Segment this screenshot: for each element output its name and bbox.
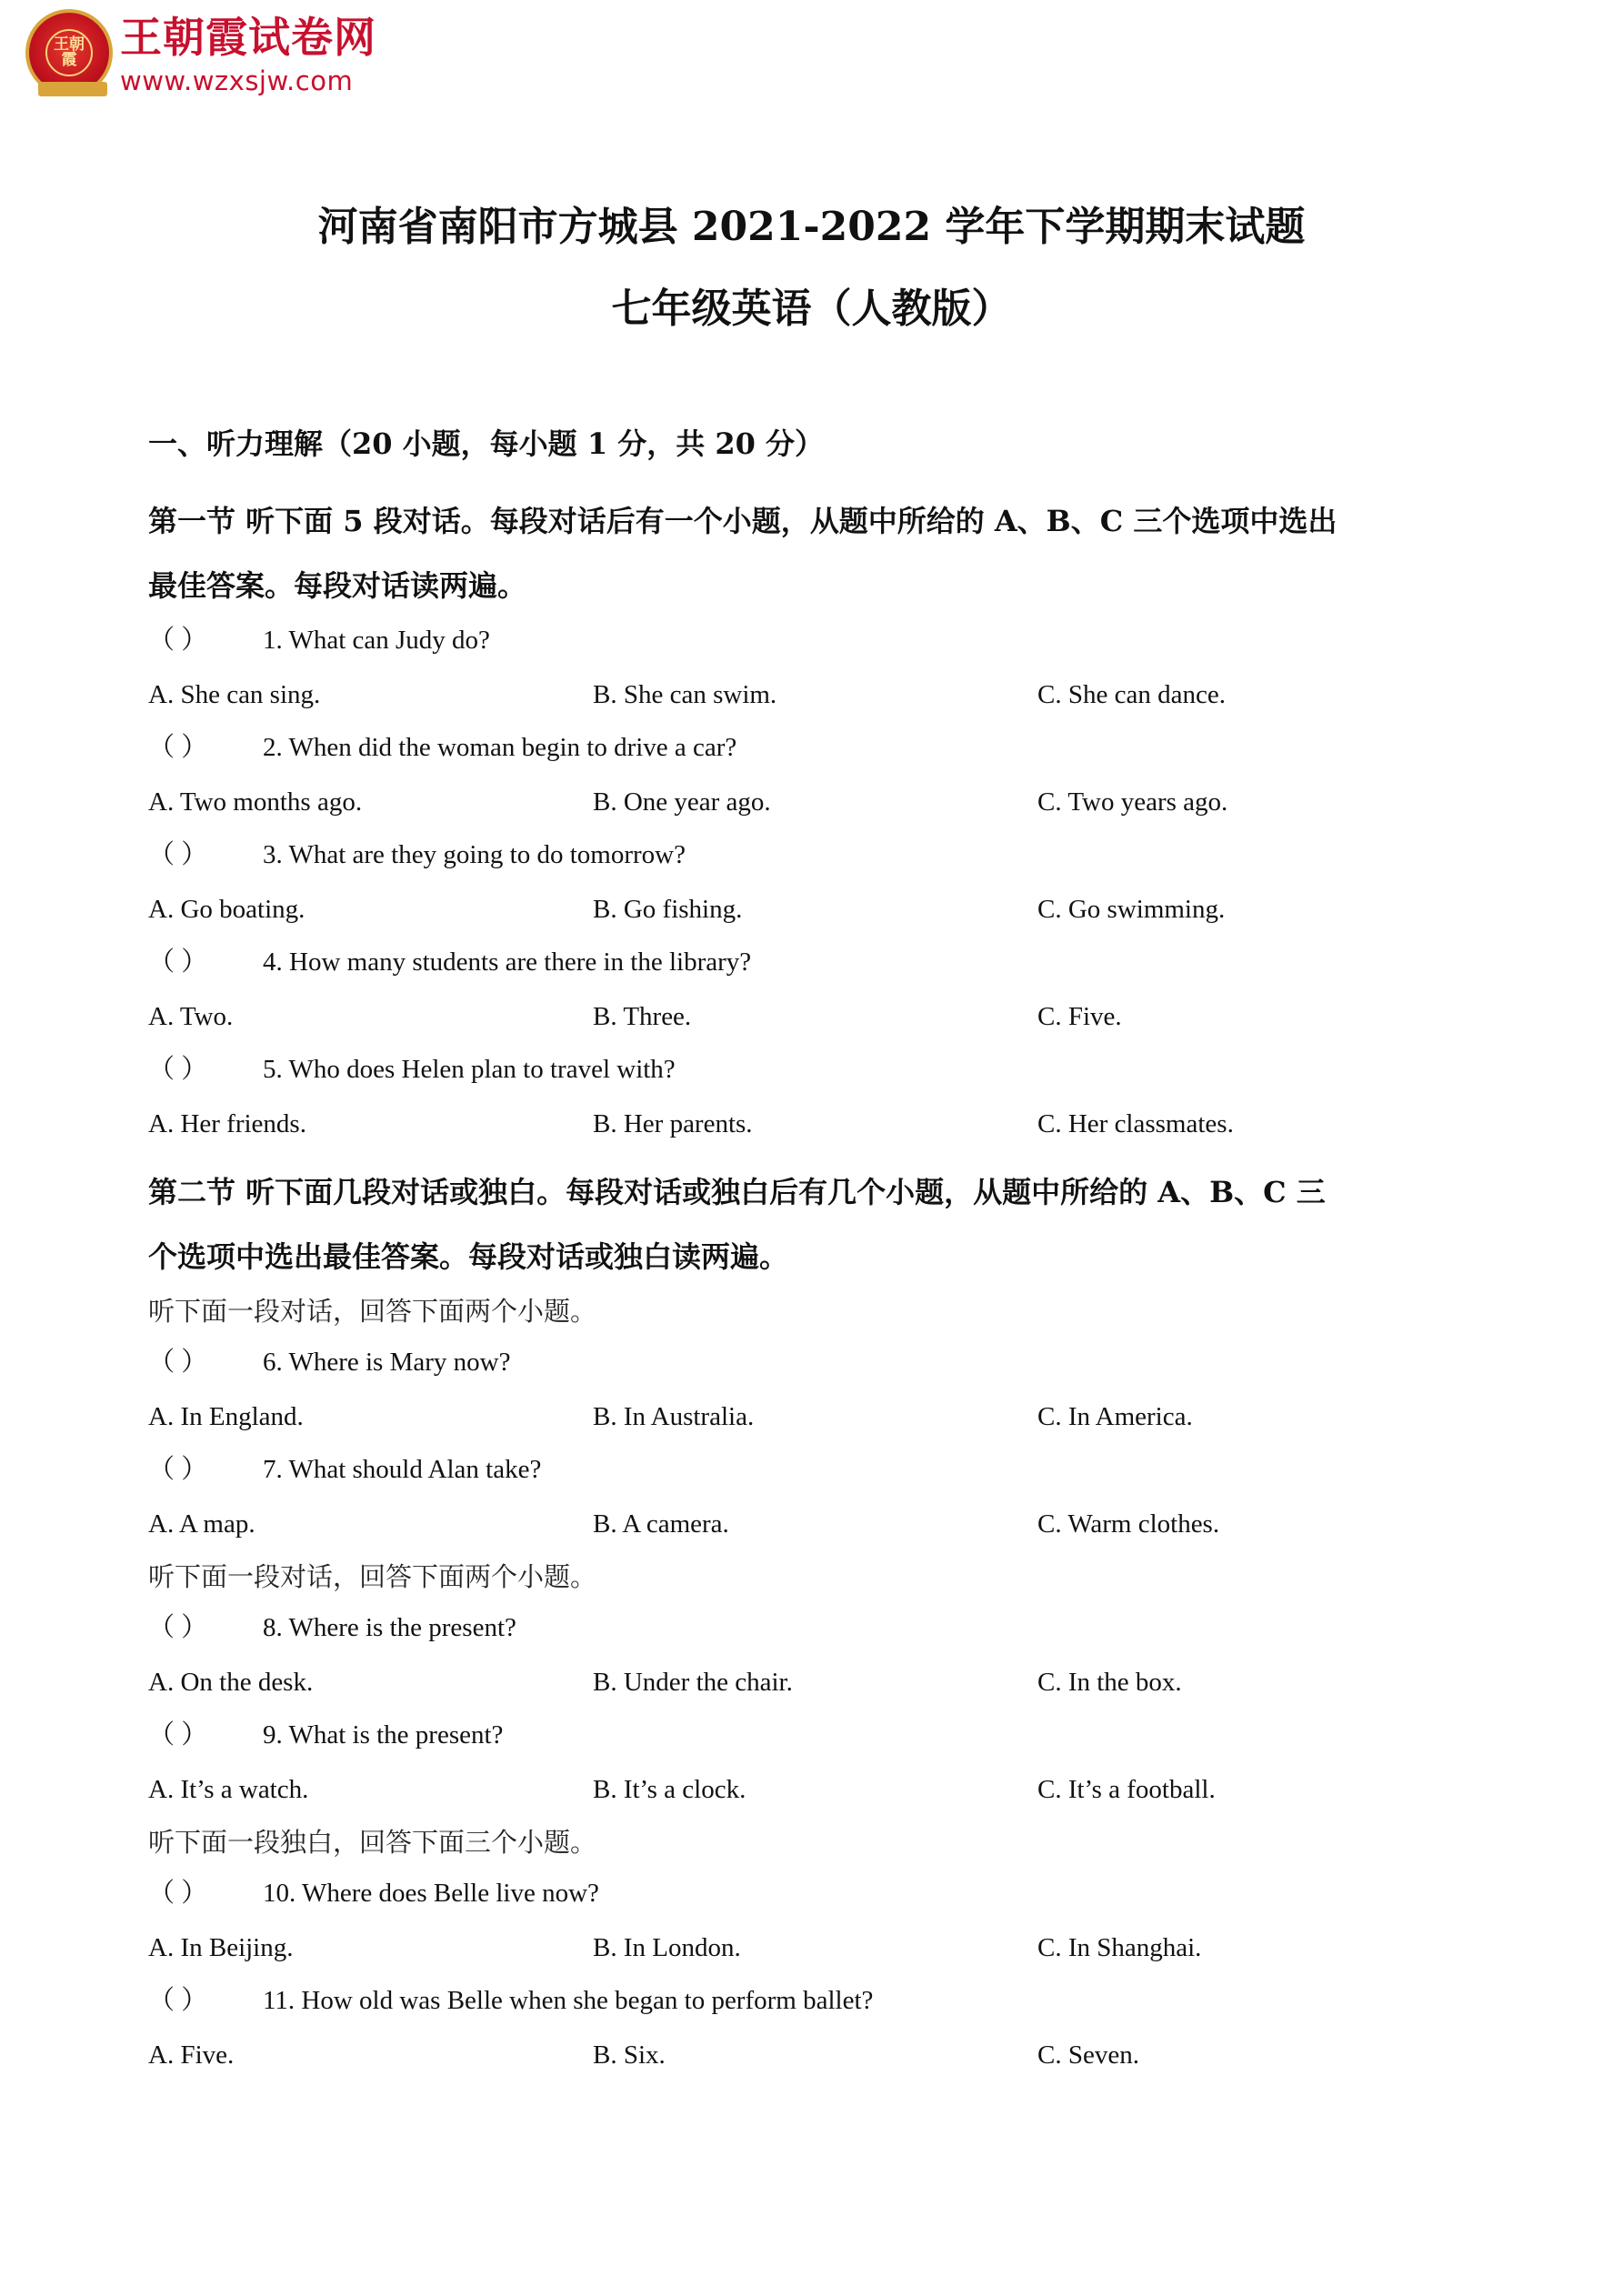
question-5 — [148, 1053, 1494, 1086]
question-stem: 7. What should Alan take? — [263, 1455, 542, 1484]
option-b: B. Three. — [593, 1002, 692, 1031]
option-b: B. Six. — [593, 2040, 666, 2070]
option-a: A. On the desk. — [148, 1668, 314, 1697]
option-b: B. In Australia. — [593, 1402, 755, 1431]
question-stem: 6. Where is Mary now? — [263, 1348, 511, 1377]
site-url[interactable]: www.wzxsjw.com — [120, 65, 354, 96]
answer-bracket[interactable]: （ ） — [148, 1720, 208, 1750]
option-a: A. She can sing. — [148, 680, 321, 709]
option-c: C. Her classmates. — [1037, 1109, 1234, 1138]
option-a: A. Go boating. — [148, 895, 306, 924]
answer-bracket[interactable]: （ ） — [148, 1986, 208, 2015]
answer-bracket[interactable]: （ ） — [148, 1879, 208, 1908]
seal-logo-icon — [25, 9, 113, 96]
option-b: B. She can swim. — [593, 680, 777, 709]
answer-bracket[interactable]: （ ） — [148, 733, 208, 762]
option-b: B. Go fishing. — [593, 895, 743, 924]
answer-bracket[interactable]: （ ） — [148, 840, 208, 869]
options-10 — [148, 1931, 1494, 1964]
site-name: 王朝霞试卷网 — [120, 13, 376, 62]
question-stem: 10. Where does Belle live now? — [263, 1879, 599, 1908]
part1-heading — [148, 489, 1494, 618]
option-c: C. Go swimming. — [1037, 895, 1226, 924]
question-stem: 4. How many students are there in the library? — [263, 947, 752, 977]
listening-instruction: 听下面一段对话，回答下面两个小题。 — [148, 1561, 597, 1592]
question-stem: 2. When did the woman begin to drive a car? — [263, 733, 737, 762]
options-8 — [148, 1666, 1494, 1699]
exam-title: 河南省南阳市方城县 2021-2022 学年下学期期末试题 — [317, 204, 1306, 250]
option-a: A. In England. — [148, 1402, 304, 1431]
option-c: C. She can dance. — [1037, 680, 1226, 709]
question-stem: 9. What is the present? — [263, 1720, 504, 1750]
question-6 — [148, 1346, 1494, 1379]
option-b: B. Her parents. — [593, 1109, 753, 1138]
question-10 — [148, 1877, 1494, 1910]
options-2 — [148, 786, 1494, 818]
option-a: A. Five. — [148, 2040, 235, 2070]
answer-bracket[interactable]: （ ） — [148, 1455, 208, 1484]
options-4 — [148, 1000, 1494, 1033]
option-a: A. In Beijing. — [148, 1933, 294, 1962]
exam-subtitle: 七年级英语（人教版） — [611, 286, 1012, 332]
option-a: A. Two months ago. — [148, 787, 363, 817]
site-logo — [25, 9, 407, 100]
part2-heading-line1: 第二节 听下面几段对话或独白。每段对话或独白后有几个小题，从题中所给的 A、B、C 三 — [148, 1175, 1326, 1209]
question-stem: 8. Where is the present? — [263, 1613, 516, 1642]
question-1 — [148, 624, 1494, 657]
answer-bracket[interactable]: （ ） — [148, 1613, 208, 1642]
listening-instruction: 听下面一段独白，回答下面三个小题。 — [148, 1827, 597, 1858]
options-1 — [148, 678, 1494, 711]
listening-instruction: 听下面一段对话，回答下面两个小题。 — [148, 1296, 597, 1327]
options-6 — [148, 1400, 1494, 1433]
question-7 — [148, 1453, 1494, 1486]
part1-heading-line1: 第一节 听下面 5 段对话。每段对话后有一个小题，从题中所给的 A、B、C 三个选项中选出 — [148, 504, 1337, 538]
question-9 — [148, 1719, 1494, 1751]
question-8 — [148, 1611, 1494, 1644]
section-heading: 一、听力理解（20 小题，每小题 1 分，共 20 分） — [148, 426, 825, 461]
options-3 — [148, 893, 1494, 926]
part2-heading-line2: 个选项中选出最佳答案。每段对话或独白读两遍。 — [148, 1239, 789, 1274]
question-stem: 5. Who does Helen plan to travel with? — [263, 1055, 676, 1084]
option-a: A. A map. — [148, 1509, 255, 1539]
option-a: A. It’s a watch. — [148, 1775, 309, 1804]
option-c: C. Warm clothes. — [1037, 1509, 1220, 1539]
option-c: C. It’s a football. — [1037, 1775, 1216, 1804]
answer-bracket[interactable]: （ ） — [148, 1055, 208, 1084]
option-c: C. Five. — [1037, 1002, 1122, 1031]
seal-banner — [38, 82, 107, 96]
answer-bracket[interactable]: （ ） — [148, 1348, 208, 1377]
question-11 — [148, 1984, 1494, 2017]
option-c: C. Two years ago. — [1037, 787, 1228, 817]
option-b: B. Under the chair. — [593, 1668, 793, 1697]
option-a: A. Her friends. — [148, 1109, 306, 1138]
answer-bracket[interactable]: （ ） — [148, 626, 208, 655]
option-b: B. In London. — [593, 1933, 741, 1962]
question-stem: 11. How old was Belle when she began to perform ballet? — [263, 1986, 874, 2015]
options-11 — [148, 2039, 1494, 2071]
options-9 — [148, 1773, 1494, 1806]
question-stem: 1. What can Judy do? — [263, 626, 490, 655]
exam-content — [148, 426, 1494, 2091]
option-b: B. A camera. — [593, 1509, 729, 1539]
option-a: A. Two. — [148, 1002, 234, 1031]
question-stem: 3. What are they going to do tomorrow? — [263, 840, 686, 869]
question-3 — [148, 838, 1494, 871]
option-c: C. Seven. — [1037, 2040, 1139, 2070]
option-c: C. In Shanghai. — [1037, 1933, 1202, 1962]
options-5 — [148, 1108, 1494, 1140]
option-b: B. It’s a clock. — [593, 1775, 746, 1804]
option-c: C. In the box. — [1037, 1668, 1182, 1697]
seal-emblem: 王朝 霞 — [45, 29, 93, 76]
answer-bracket[interactable]: （ ） — [148, 947, 208, 977]
option-b: B. One year ago. — [593, 787, 771, 817]
part2-heading — [148, 1160, 1494, 1289]
question-2 — [148, 731, 1494, 764]
options-7 — [148, 1508, 1494, 1540]
part1-heading-line2: 最佳答案。每段对话读两遍。 — [148, 568, 527, 603]
question-4 — [148, 946, 1494, 978]
option-c: C. In America. — [1037, 1402, 1193, 1431]
